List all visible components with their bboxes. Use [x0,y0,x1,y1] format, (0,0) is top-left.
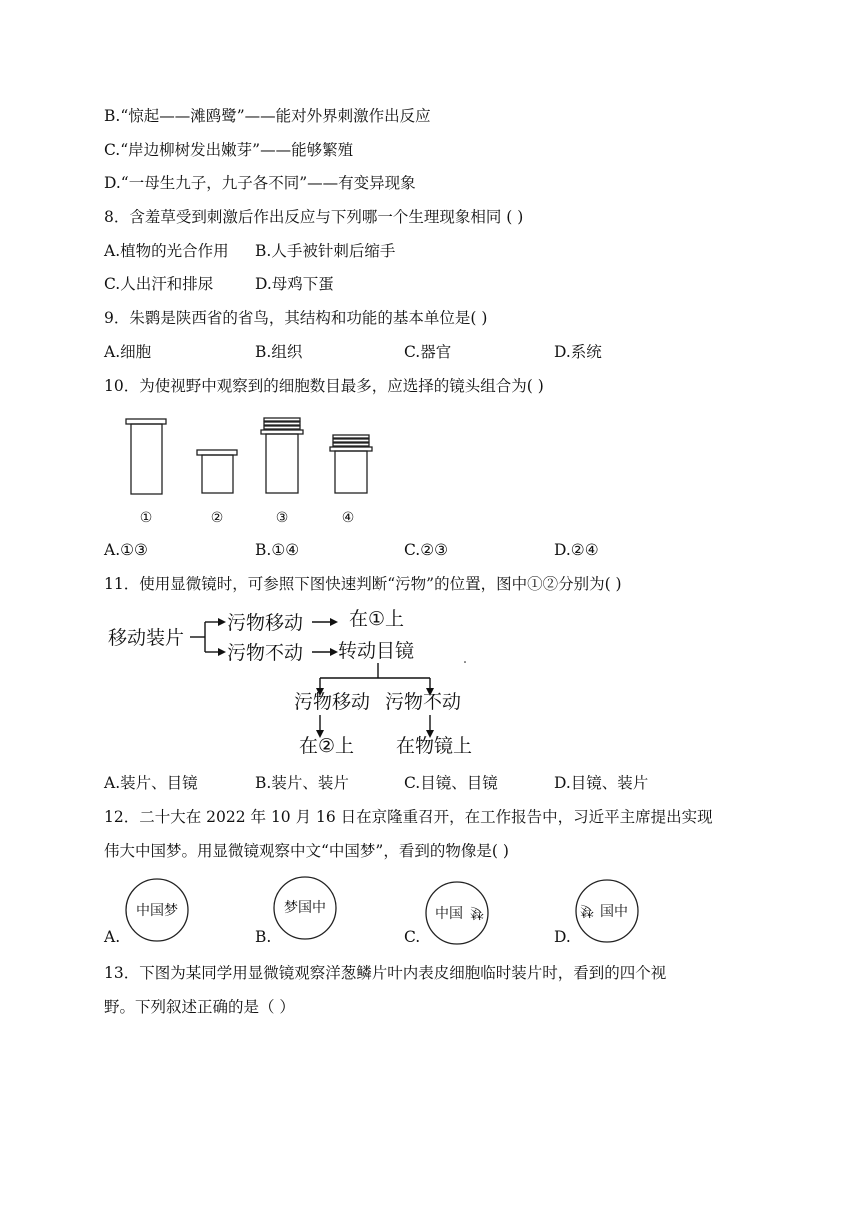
q7-option-d: D.“一母生九子，九子各不同”——有变异现象 [104,174,416,192]
q12-stem-line2: 伟大中国梦。用显微镜观察中文“中国梦”，看到的物像是( ) [104,842,509,860]
q13-stem-line1: 13．下图为某同学用显微镜观察洋葱鳞片叶内表皮细胞临时装片时，看到的四个视 [104,964,667,982]
lens-label-4: ④ [341,510,355,526]
circle-d-text-right: 国中 [600,904,628,920]
q7-option-b: B.“惊起——滩鸥鹭”——能对外界刺激作出反应 [104,107,431,125]
q7-option-c: C.“岸边柳树发出嫩芽”——能够繁殖 [104,141,354,159]
q10-option-a: A.①③ [104,541,148,559]
q11-option-d: D.目镜、装片 [554,774,649,792]
circle-d-text-left: 梦 [580,902,594,918]
q9-option-b: B.组织 [255,343,303,361]
flow-branch1: 污物移动 [227,612,304,634]
q8-option-b: B.人手被针刺后缩手 [255,242,396,260]
circle-c-text-right: 梦 [470,904,484,920]
flow-branch2: 污物不动 [227,642,304,664]
q12-option-d: D. [554,928,571,946]
q9-option-c: C.器官 [404,343,452,361]
q10-option-c: C.②③ [404,541,449,559]
lens-label-2: ② [210,510,224,526]
q10-option-b: B.①④ [255,541,300,559]
q8-option-c: C.人出汗和排尿 [104,275,214,293]
lens-label-1: ① [139,510,153,526]
q8-option-a: A.植物的光合作用 [104,242,229,260]
flow-sub1: 污物移动 [294,691,371,713]
lens-label-3: ③ [275,510,289,526]
q8-option-d: D.母鸡下蛋 [255,275,334,293]
q9-stem: 9．朱鹮是陕西省的省鸟，其结构和功能的基本单位是( ) [104,309,488,327]
circle-c-text-left: 中国 [435,906,463,922]
flow-result2: 在②上 [299,735,355,757]
q11-option-a: A.装片、目镜 [104,774,198,792]
q13-stem-line2: 野。下列叙述正确的是（ ） [104,998,295,1016]
q9-option-d: D.系统 [554,343,602,361]
q12-option-c: C. [404,928,421,946]
flow-result3: 在物镜上 [396,735,473,757]
flow-result1: 在①上 [349,608,405,630]
q11-option-c: C.目镜、目镜 [404,774,498,792]
q9-option-a: A.细胞 [104,343,152,361]
flow-sub2: 污物不动 [385,691,462,713]
q12-stem-line1: 12．二十大在 2022 年 10 月 16 日在京隆重召开，在工作报告中，习近平主席提出实现 [104,808,713,826]
circle-b-text: 梦国中 [284,900,326,916]
q8-stem: 8．含羞草受到刺激后作出反应与下列哪一个生理现象相同 ( ) [104,208,524,226]
q10-stem: 10．为使视野中观察到的细胞数目最多，应选择的镜头组合为( ) [104,377,544,395]
flow-rotate: 转动目镜 [338,640,415,662]
q12-option-b: B. [255,928,272,946]
q11-stem: 11．使用显微镜时，可参照下图快速判断“污物”的位置，图中①②分别为( ) [104,575,622,593]
circle-a-text: 中国梦 [136,903,178,919]
q10-option-d: D.②④ [554,541,599,559]
q12-option-a: A. [104,928,121,946]
flow-start: 移动装片 [108,627,185,649]
q11-option-b: B.装片、装片 [255,774,349,792]
